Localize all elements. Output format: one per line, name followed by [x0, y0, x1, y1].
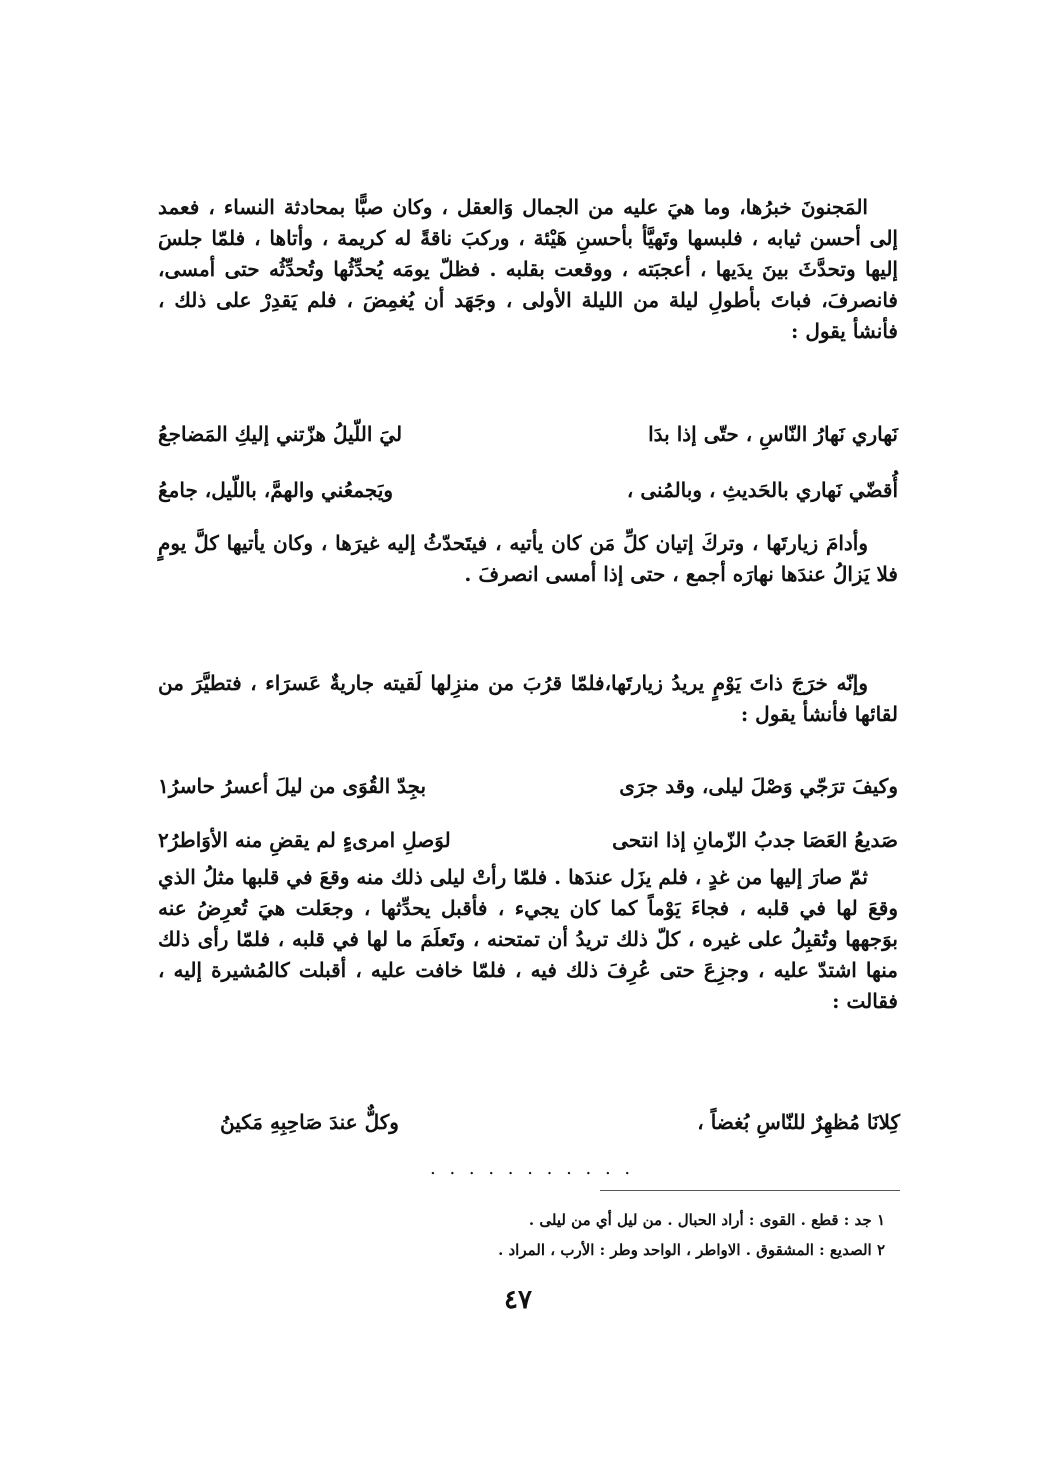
- footnotes: [300, 1205, 885, 1265]
- verse-line-5: [220, 1104, 900, 1140]
- verse-1-first-hemistich: نَهاري نَهارُ النّاسِ ، حتّى إذا بدَا: [648, 422, 898, 446]
- verse-1-second-hemistich: ليَ اللّيلُ هزّتني إليكِ المَضاجعُ: [158, 422, 403, 446]
- paragraph-3: وإنّه خرَجَ ذاتَ يَوْمٍ يريدُ زيارتَها،فلمّا قرُبَ من منزِلها لَقيته جاريةٌ عَسرَاء ، فتطيَّرَ من لقائها فأنشأ يقول :: [158, 671, 898, 726]
- verse-5-second-hemistich: وكلٌّ عندَ صَاحِبِهِ مَكينُ: [220, 1110, 399, 1134]
- verse-3-second-hemistich: بجِدّ القُوَى من ليلَ أعسرُ حاسرُ١: [158, 774, 427, 798]
- verse-2-first-hemistich: أُقضّي نَهاري بالحَديثِ ، وبالمُنى ،: [626, 478, 898, 502]
- verse-line-3: [158, 768, 898, 804]
- paragraph-4: ثمّ صارَ إليها من غدٍ ، فلم يزَل عندَها . فلمّا رأتْ ليلى ذلك منه وقعَ في قلبها مثلُ الذي وقعَ لها في قلبه ، فجاءَ يَوْماً كما كان يجيء ، فأقبل يحدِّثها ، وجعَلت هيَ تُعرِضُ عنه بوَجهها وتُقبِلُ على غيره ، كلّ ذلك تريدُ أن تمتحنه ، وتَعلَمَ ما لها في قلبه ، فلمّا رأى ذلك منها اشتدّ عليه ، وجزِعَ حتى عُرِفَ ذلك فيه ، فلمّا خافت عليه ، أقبلت كالمُشيرة إليه ، فقالت :: [158, 865, 898, 1013]
- verse-4-second-hemistich: لوَصلِ امرىءٍ لم يقضِ منه الأوَاطرُ٢: [158, 828, 451, 852]
- verse-5-first-hemistich: كِلانَا مُظهِرٌ للنّاسِ بُغضاً ،: [697, 1110, 900, 1134]
- verse-line-2: [158, 472, 898, 508]
- paragraph-1: المَجنونَ خبرُها، وما هيَ عليه من الجمال وَالعقل ، وكان صبًّا بمحادثة النساء ، فعمد إلى أحسن ثيابه ، فلبسها وتَهيَّأ بأحسنِ هَيْئة ، وركبَ ناقةً له كريمة ، وأتاها ، فلمّا جلسَ إليها وتحدَّثَ بينَ يدَيها ، أعجبَته ، ووقعت بقلبه . فظلّ يومَه يُحدِّثُها وتُحدِّثُه حتى أمسى، فانصرفَ، فباتَ بأطولِ ليلة من الليلة الأولى ، وجَهَد أن يُغمِضَ ، فلم يَقدِرْ على ذلك ، فأنشأ يقول :: [158, 195, 898, 343]
- footnote-2: ٢ الصديع : المشقوق . الاواطر ، الواحد وطر : الأرب ، المراد .: [498, 1241, 885, 1259]
- page-number: ٤٧: [504, 1285, 532, 1315]
- verse-2-second-hemistich: ويَجمعُني والهمَّ، باللّيل، جامعُ: [158, 478, 394, 502]
- ellipsis-separator: . . . . . . . . . . .: [430, 1158, 635, 1179]
- footnote-1: ١ جد : قطع . القوى : أراد الحبال . من ليل أي من ليلى .: [528, 1211, 885, 1229]
- footnote-divider: [600, 1190, 900, 1191]
- verse-3-first-hemistich: وكيفَ ترَجّي وَصْلَ ليلى، وقد جرَى: [619, 774, 898, 798]
- verse-line-4: [158, 822, 898, 858]
- verse-4-first-hemistich: صَديعُ العَصَا جدبُ الزّمانِ إذا انتحى: [612, 828, 898, 852]
- paragraph-2: وأدامَ زيارتَها ، وتركَ إتيان كلِّ مَن كان يأتيه ، فيتَحدّثُ إليه غيرَها ، وكان يأتيها كلَّ يومٍ فلا يَزالُ عندَها نهارَه أجمع ، حتى إذا أمسى انصرفَ .: [158, 531, 898, 586]
- verse-line-1: [158, 416, 898, 452]
